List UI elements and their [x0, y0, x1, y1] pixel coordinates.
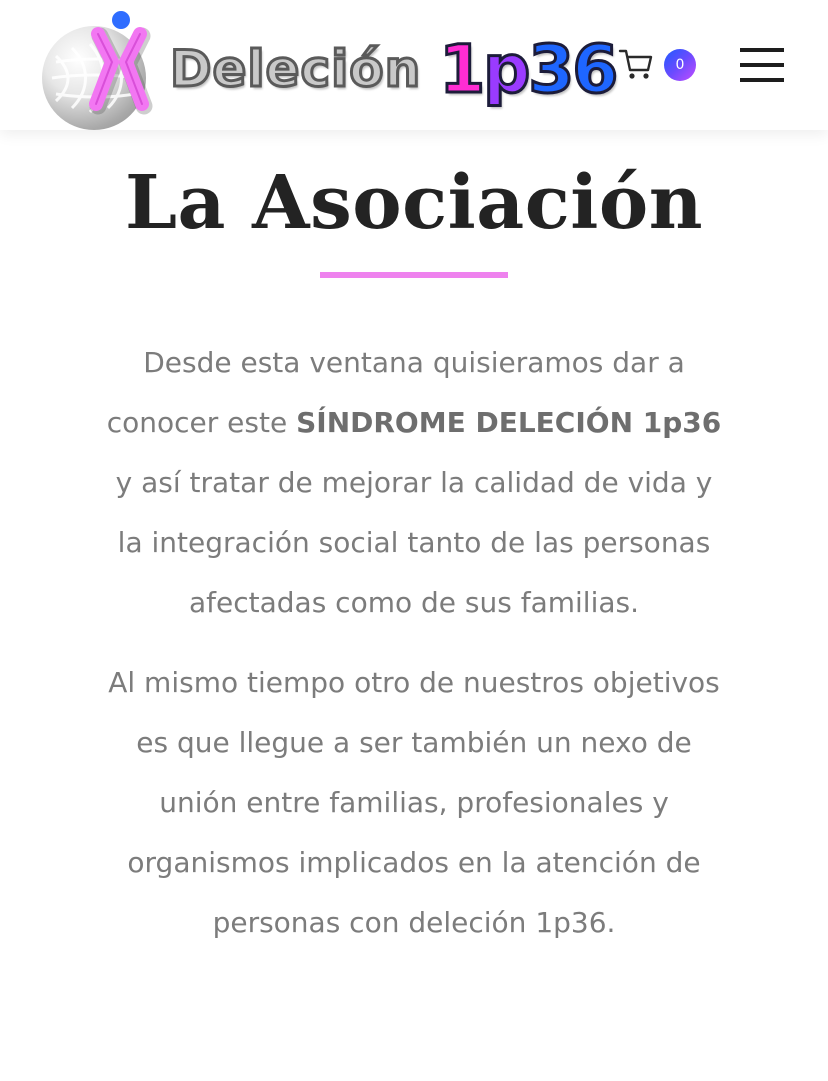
- cart-count-badge[interactable]: 0: [664, 49, 696, 81]
- site-header: [0, 0, 828, 130]
- logo-number: [439, 31, 616, 108]
- page-title: La Asociación: [124, 160, 704, 246]
- logo-number-char: 3: [528, 30, 573, 108]
- intro-paragraph: [100, 333, 728, 633]
- title-underline: [320, 272, 508, 278]
- menu-bar: [740, 63, 784, 67]
- logo-word: Deleción: [170, 40, 422, 98]
- intro-text-end: y así tratar de mejorar la calidad de vida y la integración social tanto de las personas afectadas como de sus familias.: [115, 466, 713, 619]
- about-content: [100, 333, 728, 973]
- logo-number-char: 6: [572, 30, 617, 108]
- menu-bar: [740, 78, 784, 82]
- objectives-paragraph: Al mismo tiempo otro de nuestros objetivos es que llegue a ser también un nexo de unión entre familias, profesionales y organismos implicados en la atención de personas con deleción 1p36.: [108, 666, 720, 939]
- logo-number-char: 1: [439, 30, 484, 108]
- syndrome-name: SÍNDROME DELECIÓN 1p36: [296, 406, 722, 439]
- site-logo[interactable]: [40, 6, 617, 126]
- person-logo-icon: [88, 6, 158, 116]
- menu-bar: [740, 48, 784, 52]
- hamburger-menu-icon[interactable]: [738, 46, 786, 84]
- intro-text-start: Desde esta ventana quisieramos dar a conocer este: [106, 346, 685, 439]
- cart-icon[interactable]: [618, 46, 654, 82]
- logo-wordmark: [170, 24, 616, 114]
- logo-number-char: p: [483, 30, 529, 108]
